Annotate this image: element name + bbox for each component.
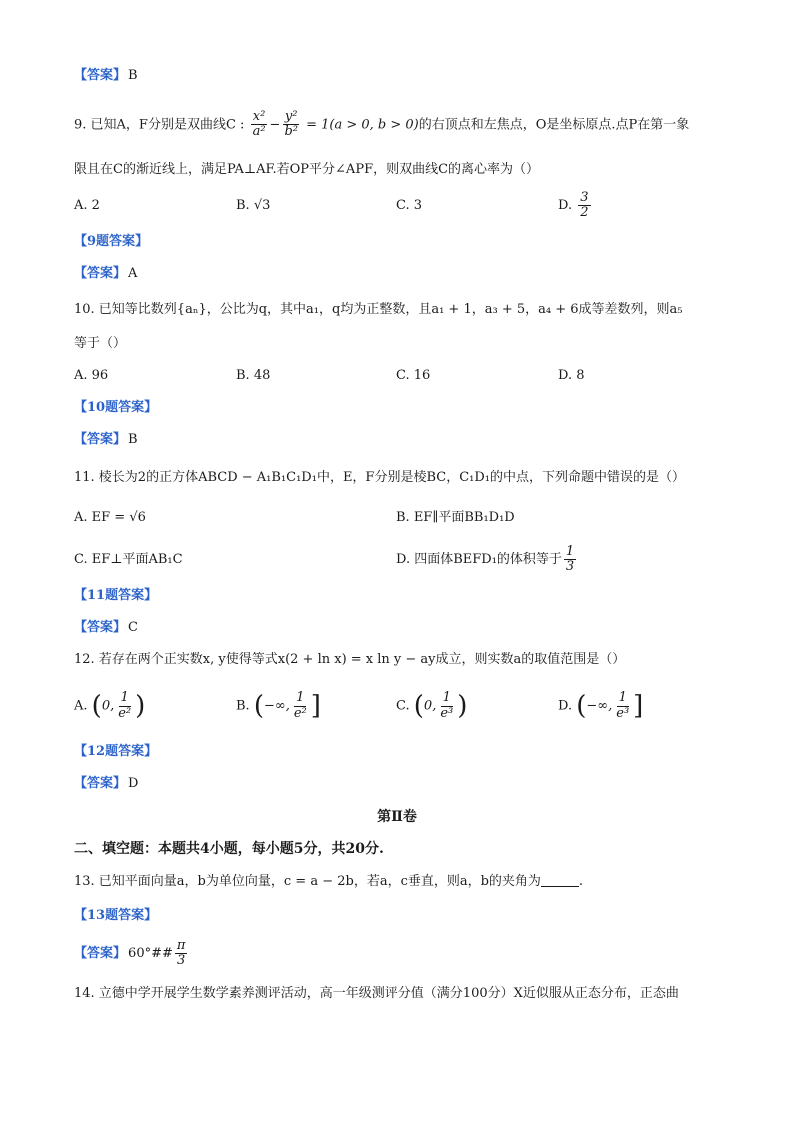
answer-tag-q11: 【答案】 C bbox=[74, 620, 138, 635]
answer-value-q8: B bbox=[128, 68, 138, 83]
answer-value-q13-radians: $\frac{\pi}{3}$ bbox=[176, 937, 186, 968]
question-12-line-1: 12. 若存在两个正实数x, y使得等式x(2 + ln x) = x ln y − ay成立，则实数a的取值范围是（） bbox=[74, 652, 626, 667]
hyperbola-y-term: $\frac{\text{y²}}{\text{b²}}$ bbox=[284, 109, 298, 140]
hyperbola-condition: = 1(a > 0, b > 0) bbox=[301, 117, 419, 133]
question-10-option-c: C. 16 bbox=[396, 368, 431, 383]
question-10-option-a: A. 96 bbox=[74, 368, 109, 383]
question-9-line-2: 限且在C的渐近线上，满足PA⊥AF.若OP平分∠APF，则双曲线C的离心率为（） bbox=[74, 162, 540, 177]
answer-value-q9: A bbox=[128, 266, 138, 281]
question-11-line-1: 11. 棱长为2的正方体ABCD − A₁B₁C₁D₁中，E，F分别是棱BC，C₁D₁的中点，下列命题中错误的是（） bbox=[74, 470, 685, 485]
tag-q9-answer: 【9题答案】 bbox=[74, 234, 149, 249]
answer-tag-q13: 【答案】 60°## $\frac{\pi}{3}$ bbox=[74, 937, 186, 968]
question-12-option-a: A. (0, $\frac{1}{\text{e²}}$ ) bbox=[74, 690, 146, 721]
question-9-post: 的右顶点和左焦点，O是坐标原点.点P在第一象 bbox=[418, 117, 690, 133]
question-11-option-a: A. EF = √6 bbox=[74, 510, 146, 525]
question-11-option-d: D. 四面体BEFD₁的体积等于 $\frac{1}{3}$ bbox=[396, 543, 575, 574]
hyperbola-x-term: $\frac{\text{x²}}{\text{a²}}$ bbox=[252, 109, 266, 140]
answer-tag-q12: 【答案】 D bbox=[74, 776, 139, 791]
question-12-options bbox=[74, 688, 754, 728]
answer-value-q10: B bbox=[128, 432, 138, 447]
question-10-option-d: D. 8 bbox=[558, 368, 585, 383]
question-9-pre: 已知A，F分别是双曲线C : bbox=[90, 117, 245, 133]
answer-value-q12: D bbox=[128, 776, 139, 791]
question-11-options-row-2 bbox=[74, 542, 754, 578]
question-12-option-c: C. (0, $\frac{1}{\text{e³}}$ ) bbox=[396, 690, 468, 721]
answer-tag-q9: 【答案】 A bbox=[74, 266, 138, 281]
question-10-option-b: B. 48 bbox=[236, 368, 271, 383]
answer-separator: ## bbox=[151, 946, 173, 961]
question-11-options-row-1 bbox=[74, 500, 754, 536]
question-9-option-b: B. √3 bbox=[236, 198, 271, 213]
question-14-line-1: 14. 立德中学开展学生数学素养测评活动，高一年级测评分值（满分100分）X近似服从正态分布，正态曲 bbox=[74, 986, 679, 1001]
answer-value-q11: C bbox=[128, 620, 138, 635]
question-11-option-b: B. EF∥平面BB₁D₁D bbox=[396, 510, 515, 525]
question-10-options bbox=[74, 358, 754, 394]
question-10-line-2: 等于（） bbox=[74, 336, 127, 351]
question-9-option-a: A. 2 bbox=[74, 198, 100, 213]
question-12-option-b: B. (−∞, $\frac{1}{\text{e²}}$ ] bbox=[236, 690, 321, 721]
answer-value-q13-degrees: 60° bbox=[128, 946, 152, 961]
question-9-line-1: 9. 已知A，F分别是双曲线C : $\frac{\text{x²}}{\text{a²}}$ − $\frac{\text{y²}}{\text{b²}}$ = 1(a > 0, b > 0)的右顶点和左焦点，O是坐标原点.点P在第一象 bbox=[74, 109, 690, 140]
tag-q10-answer: 【10题答案】 bbox=[74, 400, 158, 415]
question-13-line-1: 13. 已知平面向量a，b为单位向量，c = a − 2b，若a，c垂直，则a，b的夹角为 . bbox=[74, 874, 584, 889]
volume-heading: 第Ⅱ卷 bbox=[377, 809, 417, 825]
tag-q13-answer: 【13题答案】 bbox=[74, 908, 158, 923]
answer-blank bbox=[541, 886, 579, 887]
question-12-option-d: D. (−∞, $\frac{1}{\text{e³}}$ ] bbox=[558, 690, 644, 721]
section-heading-fill-in: 二、填空题：本题共4小题，每小题5分，共20分. bbox=[74, 841, 384, 857]
tag-q11-answer: 【11题答案】 bbox=[74, 588, 158, 603]
question-9-option-c: C. 3 bbox=[396, 198, 423, 213]
question-9-options bbox=[74, 188, 754, 224]
question-9-number: 9. bbox=[74, 117, 87, 133]
question-9-option-d: D. $\frac{3}{2}$ bbox=[558, 189, 589, 220]
tag-q12-answer: 【12题答案】 bbox=[74, 744, 158, 759]
question-10-line-1: 10. 已知等比数列{aₙ}，公比为q，其中a₁，q均为正整数，且a₁ + 1，a₃ + 5，a₄ + 6成等差数列，则a₅ bbox=[74, 302, 683, 317]
answer-tag-q10: 【答案】 B bbox=[74, 432, 138, 447]
answer-tag-q8: 【答案】 B bbox=[74, 68, 138, 83]
question-11-option-c: C. EF⊥平面AB₁C bbox=[74, 552, 183, 567]
